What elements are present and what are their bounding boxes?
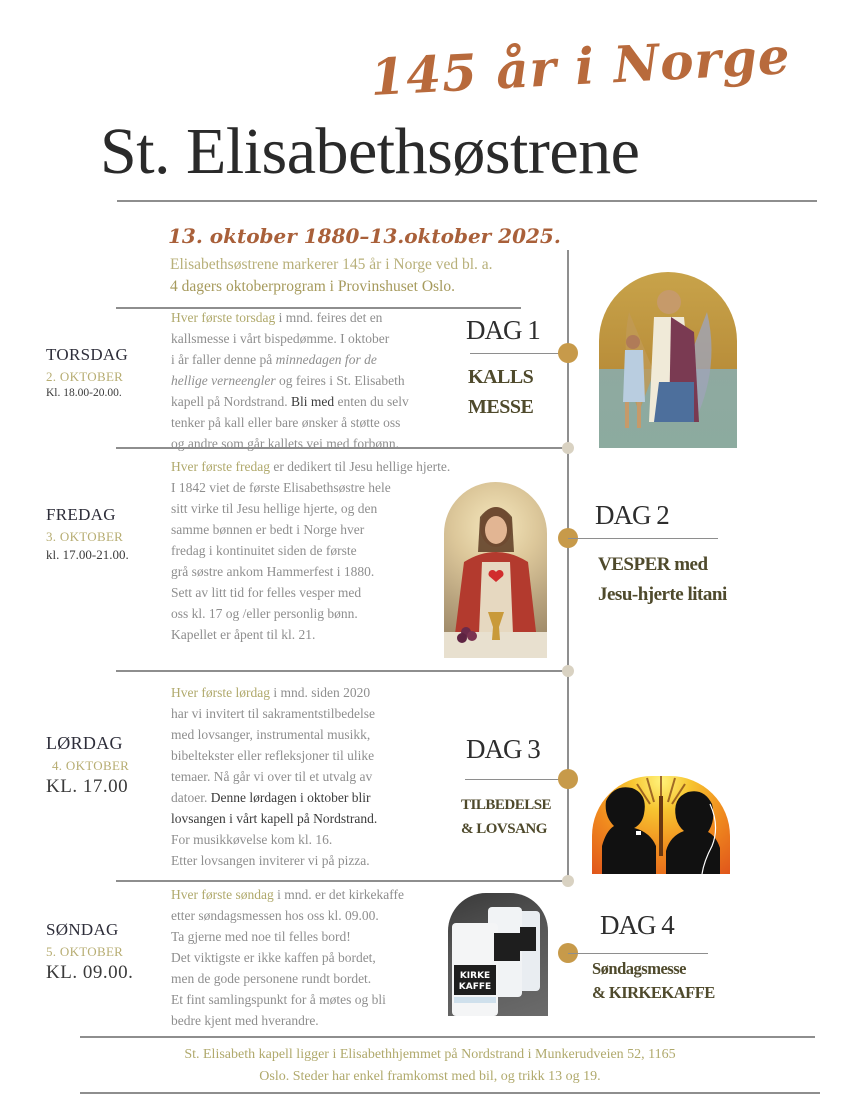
day-name: TORSDAG [46,345,129,364]
section-divider [116,880,568,882]
day-name: FREDAG [46,505,116,524]
day-4-description: Hver første søndag i mnd. er det kirkekaffe etter søndagsmessen hos oss kl. 09.00. Ta gjerne med noe til felles bord! Det viktigste er ikke kaffen på bordet, men de gode personene rundt bordet. Et fint samlingspunkt for å møtes og bli bedre kjent med hverandre. [171,887,404,1028]
section-divider [116,670,568,672]
svg-text:KIRKE: KIRKE [459,971,491,981]
footer-line-1: St. Elisabeth kapell ligger i Elisabethhjemmet på Nordstrand i Munkerudveien 52, 1165 [184,1047,676,1062]
timeline-node [562,442,574,454]
day-3-description: Hver første lørdag i mnd. siden 2020 har vi invitert til sakramentstilbedelse med lovsanger, instrumental musikk, bibeltekster eller refleksjoner til ulike temaer. Nå går vi over til et utvalg av datoer. Denne lørdagen i oktober blir lovsangen i vårt kapell på Nordstrand. For musikkøvelse kom kl. 16. Etter lovsangen inviterer vi på pizza. [171,685,378,868]
intro-line-1: Elisabethsøstrene markerer 145 år i Norge ved bl. a. [170,256,493,273]
dag-1-event: KALLS MESSE [468,366,534,418]
day-3-header [46,733,129,798]
day-time: KL. 17.00 [46,776,129,797]
dag-underline [568,953,708,954]
intro-line-2: 4 dagers oktoberprogram i Provinshuset Oslo. [170,278,455,295]
dag-2-event: VESPER med Jesu-hjerte litani [598,554,727,605]
intro-text [170,254,493,298]
footer-top-divider [80,1036,815,1038]
anniversary-script-title: 145 år i Norge [368,26,792,108]
dag-4-label: DAG 4 [600,910,674,940]
footer-line-2: Oslo. Steder har enkel framkomst med bil, og trikk 13 og 19. [259,1069,601,1084]
sacred-heart-image [444,482,547,658]
dag-underline [470,353,568,354]
dag-1-label: DAG 1 [466,315,540,345]
timeline-node [562,875,574,887]
day-2-description: Hver første fredag er dedikert til Jesu hellige hjerte. I 1842 viet de første Elisabethsøstre hele sitt virke til Jesu hellige hjerte, og den samme bønnen er bedt i Norge hver fredag i kontinuitet siden de første grå søstre ankom Hammerfest i 1880. Sett av litt tid for felles vesper med oss kl. 17 og /eller personlig bønn. Kapellet er åpent til kl. 21. [171,459,451,642]
dag-4-event: Søndagsmesse & KIRKEKAFFE [592,959,715,1002]
timeline-dot-day-1 [558,343,578,363]
kirkekaffe-bags-image [448,893,548,1016]
guardian-angel-icon [599,272,737,448]
dag-2-label: DAG 2 [595,500,669,530]
day-name: SØNDAG [46,920,119,939]
highlight-phrase: Hver første torsdag [171,310,276,325]
day-1-header [46,345,128,399]
svg-text:KAFFE: KAFFE [458,982,492,992]
dag-3-event: TILBEDELSE & LOVSANG [461,797,552,837]
timeline-node [562,665,574,677]
day-4-header [46,920,133,984]
day-time: KL. 09.00. [46,962,134,983]
dag-underline [568,538,718,539]
highlight-phrase: Hver første søndag [171,887,274,902]
day-date: 5. OKTOBER [46,944,124,959]
adoration-silhouette-image [592,776,730,874]
day-date: 4. OKTOBER [52,758,130,773]
day-date: 3. OKTOBER [46,529,124,544]
footer-address [0,1044,860,1088]
highlight-phrase: Hver første fredag [171,459,270,474]
day-name: LØRDAG [46,733,123,753]
footer-bottom-divider [80,1092,820,1094]
day-time: Kl. 18.00-20.00. [46,387,122,399]
highlight-phrase: Hver første lørdag [171,685,270,700]
timeline-dot-day-3 [558,769,578,789]
day-date: 2. OKTOBER [46,369,124,384]
day-1-description: Hver første torsdag i mnd. feires det en kallsmesse i vårt bispedømme. I oktober i år faller denne på minnedagen for de hellige verneengler og feires i St. Elisabeth kapell på Nordstrand. Bli med enten du selv tenker på kall eller bare ønsker å støtte oss og andre som går kallets vei med forbønn. [171,310,409,451]
dag-3-label: DAG 3 [466,734,540,764]
day-2-header [46,505,129,563]
page-title: St. Elisabethsøstrene [100,115,640,188]
anniversary-dates: 13. oktober 1880–13.oktober 2025. [168,224,561,248]
header-divider [117,200,817,202]
dag-underline [465,779,568,780]
day-time: kl. 17.00-21.00. [46,547,129,562]
